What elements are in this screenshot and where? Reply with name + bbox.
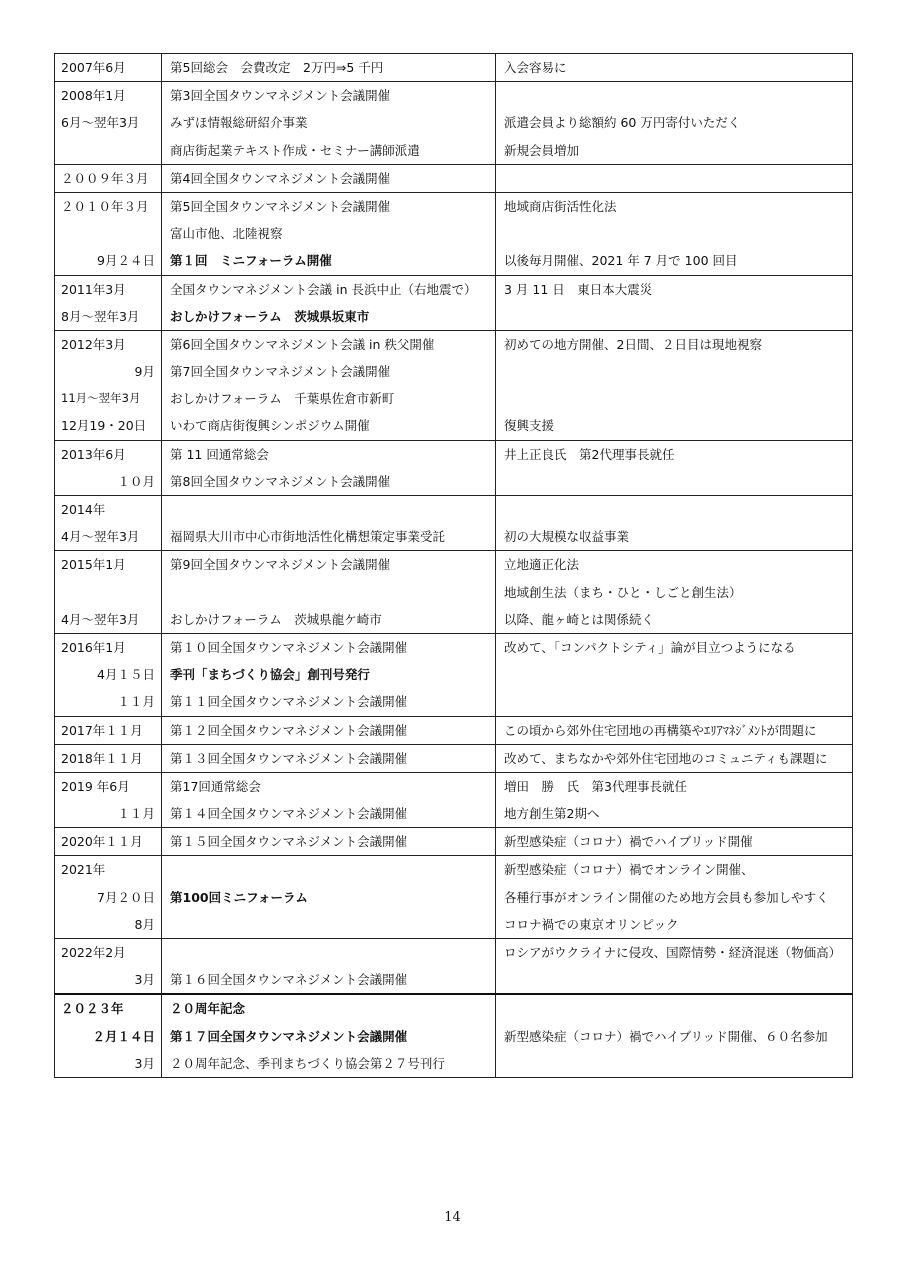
note-line: 地域商店街活性化法 [504, 198, 617, 214]
event-line: 第100回ミニフォーラム [170, 889, 308, 905]
note-line [496, 966, 852, 993]
note-cell [496, 164, 853, 192]
event-line: 第１３回全国タウンマネジメント会議開催 [170, 750, 408, 766]
table-row [55, 939, 853, 995]
event-line: 全国タウンマネジメント会議 in 長浜中止（右地震で） [170, 281, 477, 297]
date-cell [55, 440, 162, 495]
date-line: 8月 [134, 916, 155, 932]
event-cell [162, 744, 496, 772]
date-line: 7月２０日 [97, 889, 155, 905]
date-cell [55, 551, 162, 634]
table-row [55, 772, 853, 827]
note-line: ロシアがウクライナに侵攻、国際情勢・経済混迷（物価高） [504, 945, 842, 960]
date-cell [55, 772, 162, 827]
date-line: 2007年6月 [61, 60, 126, 75]
table-row [55, 551, 853, 634]
event-line [162, 911, 495, 938]
event-line: 第１０回全国タウンマネジメント会議開催 [170, 639, 408, 655]
event-line [162, 496, 495, 523]
date-line: 3月 [134, 1055, 155, 1071]
date-cell [55, 828, 162, 856]
history-table-body [55, 54, 853, 1078]
event-line: 第１６回全国タウンマネジメント会議開催 [170, 972, 408, 988]
event-cell [162, 633, 496, 716]
note-line: 入会容易に [504, 60, 567, 75]
event-cell [162, 828, 496, 856]
date-line: 8月～翌年3月 [61, 308, 140, 324]
table-row [55, 275, 853, 330]
date-line [55, 579, 161, 606]
date-cell [55, 82, 162, 165]
note-line: 地域創生法（まち・ひと・しごと創生法） [504, 584, 742, 600]
table-row [55, 192, 853, 275]
table-row [55, 716, 853, 744]
date-line: 9月 [134, 364, 155, 380]
date-line: 4月～翌年3月 [61, 611, 140, 627]
event-line: みずほ情報総研紹介事業 [170, 115, 308, 131]
date-line: 2020年１１月 [61, 834, 143, 850]
table-row [55, 54, 853, 82]
event-line: 第7回全国タウンマネジメント会議開催 [170, 364, 391, 380]
date-line: 2014年 [61, 502, 106, 517]
note-line [496, 688, 852, 715]
date-cell [55, 856, 162, 939]
event-line [162, 939, 495, 966]
date-line: 2013年6月 [61, 446, 126, 462]
date-cell [55, 496, 162, 551]
date-line: 4月～翌年3月 [61, 529, 140, 545]
note-line [496, 1050, 852, 1077]
event-line: 第3回全国タウンマネジメント会議開催 [170, 88, 391, 104]
table-row [55, 164, 853, 192]
note-line: 新型感染症（コロナ）禍でハイブリッド開催 [504, 834, 753, 850]
table-row [55, 633, 853, 716]
event-cell [162, 994, 496, 1077]
note-line: 各種行事がオンライン開催のため地方会員も参加しやすく [504, 889, 829, 905]
note-cell [496, 939, 853, 995]
note-cell [496, 828, 853, 856]
event-cell [162, 551, 496, 634]
event-line: 第5回総会 会費改定 2万円⇒5 千円 [170, 60, 384, 75]
note-cell [496, 440, 853, 495]
date-line: 2018年１１月 [61, 750, 143, 766]
date-line: 12月19・20日 [61, 418, 147, 434]
date-line: 6月～翌年3月 [61, 115, 140, 131]
event-cell [162, 330, 496, 440]
table-row [55, 496, 853, 551]
note-line: 増田 勝 氏 第3代理事長就任 [504, 778, 687, 794]
date-line: ２０１０年３月 [61, 198, 149, 214]
event-line: 第9回全国タウンマネジメント会議開催 [170, 557, 391, 573]
note-cell [496, 772, 853, 827]
event-line: 第１２回全国タウンマネジメント会議開催 [170, 722, 408, 738]
table-row [55, 82, 853, 165]
date-cell [55, 633, 162, 716]
event-cell [162, 82, 496, 165]
event-cell [162, 496, 496, 551]
date-line: 2021年 [61, 862, 106, 878]
note-cell [496, 716, 853, 744]
note-line [496, 303, 852, 330]
note-line: 新規会員増加 [504, 142, 580, 158]
event-cell [162, 275, 496, 330]
event-line: 第１７回全国タウンマネジメント会議開催 [170, 1028, 408, 1044]
note-line: 新型感染症（コロナ）禍でハイブリッド開催、６０名参加 [504, 1028, 828, 1044]
note-cell [496, 856, 853, 939]
event-line: 第8回全国タウンマネジメント会議開催 [170, 473, 391, 489]
event-cell [162, 164, 496, 192]
date-line: 2017年１１月 [61, 722, 143, 738]
date-line: １１月 [117, 694, 155, 710]
note-cell [496, 275, 853, 330]
event-line: ２０周年記念、季刊まちづくり協会第２７号刊行 [170, 1055, 445, 1071]
date-cell [55, 994, 162, 1077]
note-line [496, 358, 852, 385]
note-cell [496, 82, 853, 165]
event-line: 第 11 回通常総会 [170, 446, 269, 462]
date-cell [55, 744, 162, 772]
date-cell [55, 716, 162, 744]
note-line: コロナ禍での東京オリンピック [504, 916, 679, 932]
date-line: １０月 [117, 473, 155, 489]
date-line: 4月１５日 [97, 667, 155, 683]
event-cell [162, 856, 496, 939]
table-row [55, 744, 853, 772]
date-line: 2019 年6月 [61, 778, 130, 794]
event-line: 商店街起業テキスト作成・セミナー講師派遣 [170, 142, 420, 158]
event-line [162, 579, 495, 606]
event-cell [162, 54, 496, 82]
note-cell [496, 994, 853, 1077]
note-line: 復興支援 [504, 418, 555, 434]
date-cell [55, 192, 162, 275]
event-line: 第5回全国タウンマネジメント会議開催 [170, 198, 391, 214]
table-row [55, 828, 853, 856]
note-line: 地方創生第2期へ [504, 806, 600, 822]
date-cell [55, 54, 162, 82]
note-line: 初めての地方開催、2日間、２日目は現地視察 [504, 336, 762, 352]
note-cell [496, 633, 853, 716]
note-line: 新型感染症（コロナ）禍でオンライン開催、 [504, 862, 754, 878]
note-cell [496, 496, 853, 551]
note-line: 以後毎月開催、2021 年 7 月で 100 回目 [504, 253, 738, 269]
date-line: １１月 [117, 806, 155, 822]
event-line: 第１４回全国タウンマネジメント会議開催 [170, 806, 408, 822]
note-cell [496, 551, 853, 634]
date-line [55, 220, 161, 247]
note-line [496, 496, 852, 523]
date-cell [55, 164, 162, 192]
event-cell [162, 716, 496, 744]
event-cell [162, 192, 496, 275]
event-line: 第１回 ミニフォーラム開催 [170, 253, 332, 269]
event-line: 福岡県大川市中心市街地活性化構想策定事業受託 [170, 529, 446, 545]
note-line: この頃から郊外住宅団地の再構築やｴﾘｱﾏﾈｼﾞﾒﾝﾄが問題に [504, 722, 817, 738]
note-line: 3 月 11 日 東日本大震災 [504, 281, 653, 297]
note-cell [496, 54, 853, 82]
date-line: ２月１４日 [92, 1028, 155, 1044]
event-cell [162, 440, 496, 495]
note-line: 改めて、まちなかや郊外住宅団地のコミュニティも課題に [504, 750, 828, 766]
table-row [55, 856, 853, 939]
event-line: 第6回全国タウンマネジメント会議 in 秩父開催 [170, 336, 435, 352]
note-line [496, 165, 852, 192]
event-line: ２０周年記念 [170, 1001, 246, 1017]
date-line: 9月２４日 [97, 253, 155, 269]
date-line: 3月 [134, 972, 155, 988]
event-line: 富山市他、北陸視察 [170, 226, 283, 242]
note-cell [496, 330, 853, 440]
event-line: いわて商店街復興シンポジウム開催 [170, 418, 370, 434]
date-cell [55, 330, 162, 440]
date-cell [55, 939, 162, 995]
date-line: 2022年2月 [61, 945, 126, 960]
note-line: 以降、龍ヶ崎とは関係続く [504, 611, 655, 627]
event-line: 季刊「まちづくり協会」創刊号発行 [170, 667, 370, 683]
note-line: 初の大規模な収益事業 [504, 529, 630, 545]
note-line [496, 385, 852, 412]
event-line: おしかけフォーラム 茨城県坂東市 [170, 308, 370, 324]
event-line: 第17回通常総会 [170, 778, 261, 794]
table-row [55, 994, 853, 1077]
date-line: ２０２３年 [61, 1001, 124, 1017]
history-table [54, 53, 853, 1078]
note-line [496, 220, 852, 247]
event-cell [162, 939, 496, 995]
date-line: 2011年3月 [61, 281, 126, 297]
date-line: 11月～翌年3月 [61, 391, 141, 406]
note-line [496, 82, 852, 109]
event-line: 第１１回全国タウンマネジメント会議開催 [170, 694, 408, 710]
date-line: 2012年3月 [61, 336, 126, 352]
date-line: 2016年1月 [61, 639, 126, 655]
event-line [162, 856, 495, 883]
note-line [496, 995, 852, 1022]
event-line: 第4回全国タウンマネジメント会議開催 [170, 170, 391, 186]
date-line: ２００９年３月 [61, 170, 149, 186]
note-line: 立地適正化法 [504, 557, 580, 573]
date-line: 2008年1月 [61, 88, 126, 104]
note-line: 派遣会員より総額約 60 万円寄付いただく [504, 115, 741, 131]
date-line: 2015年1月 [61, 557, 126, 573]
table-row [55, 330, 853, 440]
date-cell [55, 275, 162, 330]
date-line [55, 137, 161, 164]
note-line [496, 468, 852, 495]
table-row [55, 440, 853, 495]
page-number: 14 [444, 1210, 461, 1225]
note-line: 改めて、「コンパクトシティ」論が目立つようになる [504, 639, 796, 655]
note-line [496, 661, 852, 688]
note-cell [496, 744, 853, 772]
event-cell [162, 772, 496, 827]
event-line: おしかけフォーラム 茨城県龍ケ崎市 [170, 611, 382, 627]
event-line: おしかけフォーラム 千葉県佐倉市新町 [170, 391, 395, 407]
note-line: 井上正良氏 第2代理事長就任 [504, 446, 675, 462]
note-cell [496, 192, 853, 275]
event-line: 第１５回全国タウンマネジメント会議開催 [170, 834, 408, 850]
